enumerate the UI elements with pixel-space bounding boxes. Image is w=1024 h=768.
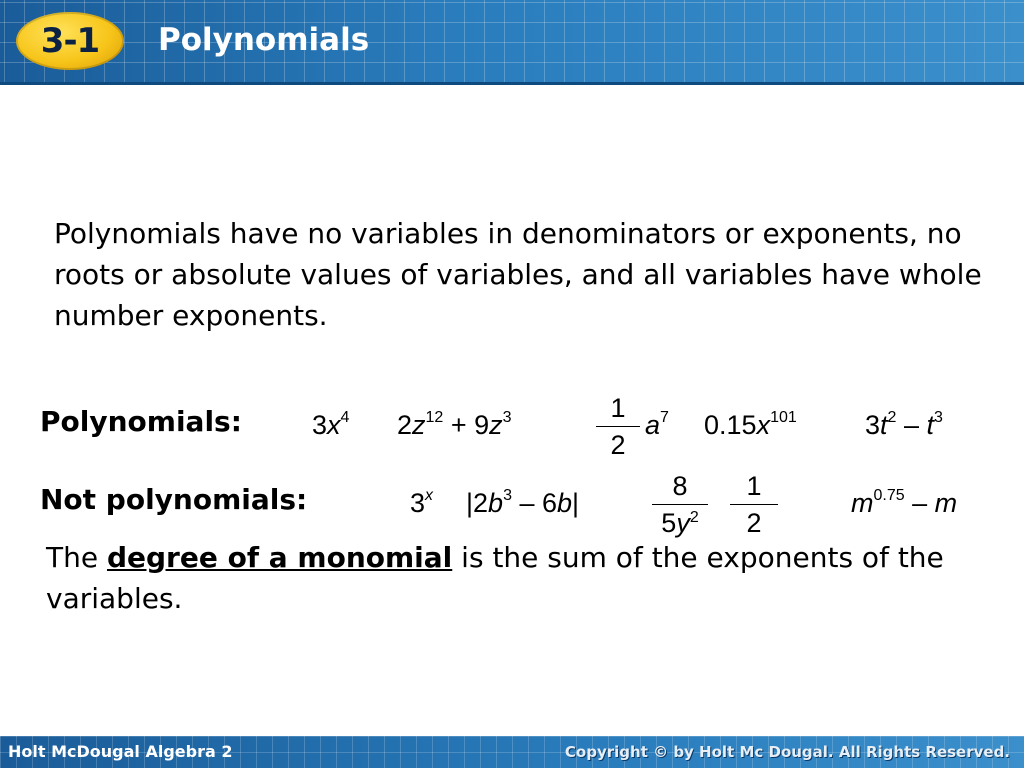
- slide-footer: [0, 736, 1024, 768]
- example-a7: $a^7$: [645, 409, 669, 440]
- example-half-fraction: 1 2: [596, 392, 640, 461]
- intro-paragraph: Polynomials have no variables in denominators or exponents, no roots or absolute values of variables, and all variables have whole number exponents.: [54, 217, 982, 332]
- lesson-number-badge: 3-1: [16, 12, 124, 70]
- example-m075-m: $m^{0.75}$ – m: [851, 487, 958, 518]
- degree-definition: [46, 537, 946, 619]
- header-divider: [0, 82, 1024, 85]
- degree-prefix: The: [46, 541, 99, 574]
- example-3t2-t3: $3t^2 - t^3$: [865, 409, 943, 440]
- degree-suffix: is the sum of the exponents of the variables.: [46, 541, 944, 615]
- slide-title: Polynomials: [158, 22, 370, 58]
- example-2z12-9z3: $2z^{12} + 9z^3$: [397, 409, 512, 440]
- polynomials-label: Polynomials:: [40, 405, 242, 438]
- example-3x4: $3x^4$: [312, 409, 350, 440]
- footer-copyright: Copyright © by Holt Mc Dougal. All Rights Reserved.: [564, 743, 1010, 761]
- example-abs-2b3-6b: $|2b^3 - 6b|$: [466, 487, 580, 518]
- example-015x101: $0.15x^{101}$: [704, 409, 797, 440]
- example-1-over-2: 1 2: [730, 470, 778, 539]
- degree-term: degree of a monomial: [106, 541, 453, 574]
- example-8-over-5y2: 8 $5y^2$: [652, 470, 708, 539]
- not-polynomials-label: Not polynomials:: [40, 483, 308, 516]
- example-3-to-x: 3$^x$: [410, 487, 434, 518]
- slide-header: [0, 0, 1024, 82]
- footer-course-title: Holt McDougal Algebra 2: [8, 742, 233, 761]
